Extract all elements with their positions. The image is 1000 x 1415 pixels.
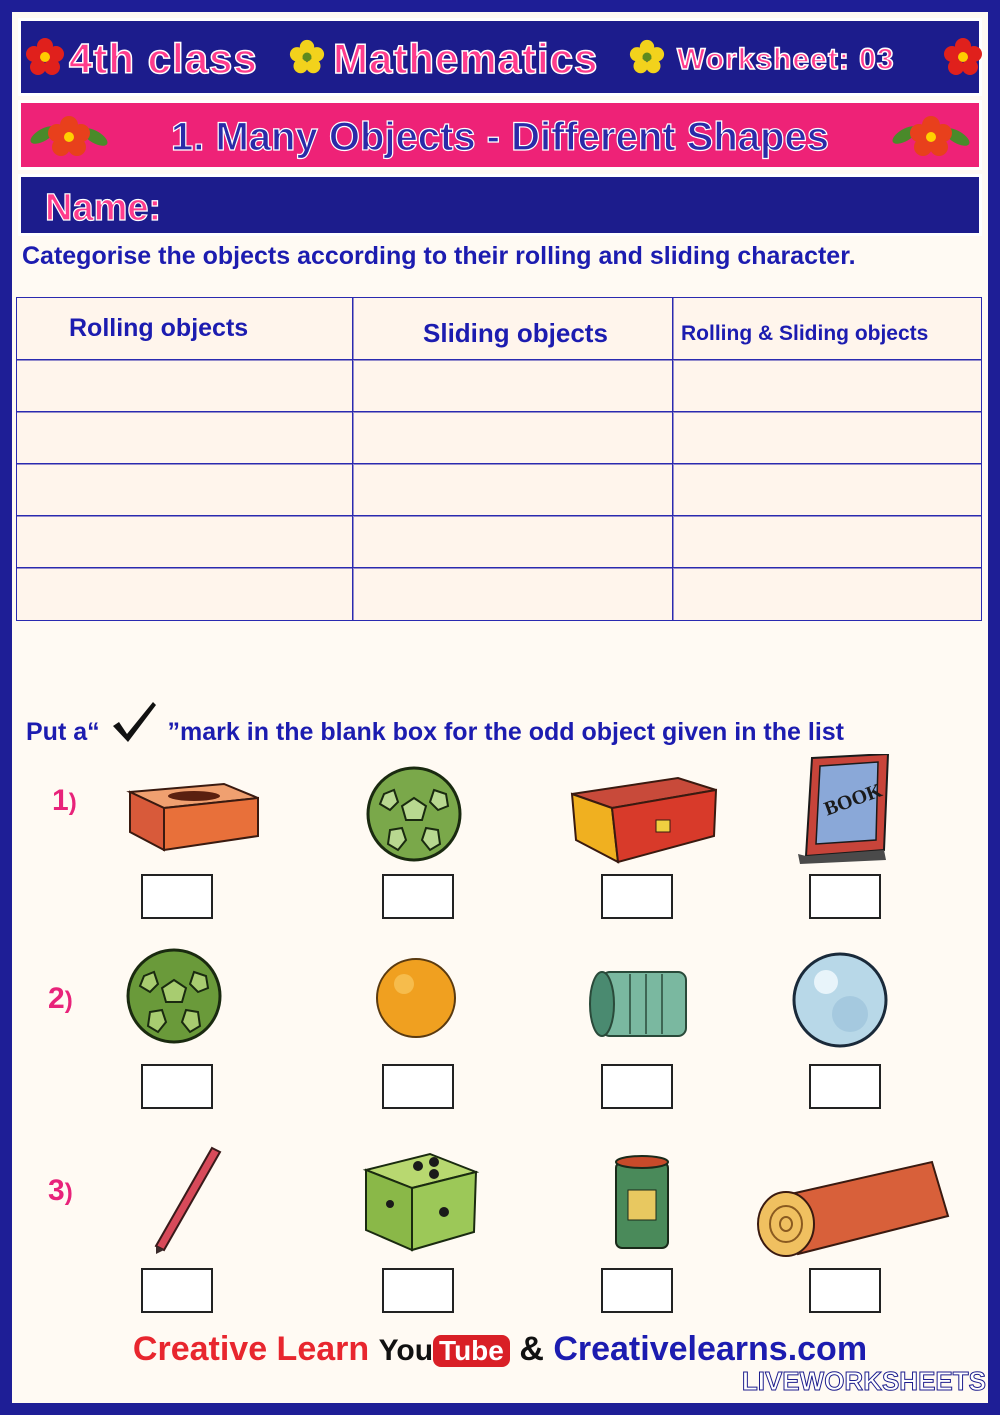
instruction-odd-object	[26, 718, 844, 747]
dice-image	[360, 1146, 480, 1254]
instruction-prefix: Put a“	[26, 718, 100, 746]
youtube-logo-you: You	[378, 1334, 434, 1367]
name-label: Name:	[45, 187, 162, 229]
worksheet-number: Worksheet: 03	[677, 43, 895, 76]
answer-cell[interactable]	[672, 515, 982, 569]
column-header-rolling: Rolling objects	[69, 314, 249, 342]
answer-cell[interactable]	[672, 359, 982, 413]
answer-box-1-1[interactable]	[141, 874, 213, 919]
answer-box-3-2[interactable]	[382, 1268, 454, 1313]
worksheet-title: 1. Many Objects - Different Shapes	[171, 115, 829, 159]
footer-branding	[12, 1330, 988, 1369]
answer-cell[interactable]	[352, 515, 674, 569]
answer-box-3-4[interactable]	[809, 1268, 881, 1313]
answer-cell[interactable]	[672, 463, 982, 517]
answer-cell[interactable]	[352, 567, 674, 621]
website-link[interactable]: Creativelearns.com	[553, 1330, 868, 1368]
youtube-logo-tube: Tube	[433, 1335, 510, 1367]
answer-box-1-2[interactable]	[382, 874, 454, 919]
yellow-flower-icon	[289, 39, 325, 75]
answer-cell[interactable]	[16, 463, 354, 517]
answer-box-1-4[interactable]	[809, 874, 881, 919]
answer-box-3-1[interactable]	[141, 1268, 213, 1313]
answer-cell[interactable]	[16, 515, 354, 569]
answer-cell[interactable]	[352, 411, 674, 465]
title-banner	[18, 100, 982, 170]
column-header-sliding: Sliding objects	[423, 318, 608, 348]
table-header-cell	[352, 297, 674, 361]
question-number-2: 2)	[48, 982, 73, 1015]
football-image	[364, 764, 464, 864]
hibiscus-icon	[943, 37, 983, 77]
footer-ampersand: &	[519, 1330, 544, 1368]
instruction-categorise: Categorise the objects according to their rolling and sliding character.	[22, 242, 856, 270]
book-cover-text: BOOK	[821, 779, 886, 821]
answer-box-2-4[interactable]	[809, 1064, 881, 1109]
answer-box-3-3[interactable]	[601, 1268, 673, 1313]
answer-cell[interactable]	[672, 567, 982, 621]
pencil-image	[150, 1146, 224, 1254]
table-header-cell	[16, 297, 354, 361]
name-bar	[18, 174, 982, 236]
answer-cell[interactable]	[352, 359, 674, 413]
answer-cell[interactable]	[352, 463, 674, 517]
liveworksheets-watermark: LIVEWORKSHEETS	[741, 1366, 986, 1396]
answer-box-2-2[interactable]	[382, 1064, 454, 1109]
answer-cell[interactable]	[16, 359, 354, 413]
instruction-suffix: ”mark in the blank box for the odd object given in the list	[167, 718, 844, 746]
worksheet-page	[12, 12, 988, 1403]
tin-can-image	[586, 964, 692, 1044]
book-image	[792, 754, 892, 864]
brand-name: Creative Learn	[132, 1330, 370, 1368]
log-image	[752, 1156, 952, 1260]
table-header-cell	[672, 297, 982, 361]
column-header-rolling-sliding: Rolling & Sliding objects	[681, 322, 929, 345]
checkmark-icon	[109, 698, 159, 746]
question-number-3: 3)	[48, 1174, 73, 1207]
yellow-flower-icon	[629, 39, 665, 75]
header-banner	[18, 18, 982, 96]
answer-cell[interactable]	[16, 411, 354, 465]
answer-box-2-1[interactable]	[141, 1064, 213, 1109]
tin-jar-image	[610, 1152, 674, 1252]
hibiscus-icon	[25, 37, 65, 77]
tissue-box-image	[124, 762, 264, 858]
question-number-1: 1)	[52, 784, 77, 817]
answer-cell[interactable]	[672, 411, 982, 465]
treasure-box-image	[568, 764, 720, 866]
answer-cell[interactable]	[16, 567, 354, 621]
football-image	[124, 946, 224, 1046]
tropical-flowers-icon	[891, 105, 971, 167]
orange-image	[374, 956, 458, 1040]
answer-box-1-3[interactable]	[601, 874, 673, 919]
glass-ball-image	[790, 950, 890, 1050]
subject-label: Mathematics	[333, 35, 599, 82]
class-label: 4th class	[69, 35, 258, 82]
categorise-table	[16, 297, 982, 637]
answer-box-2-3[interactable]	[601, 1064, 673, 1109]
